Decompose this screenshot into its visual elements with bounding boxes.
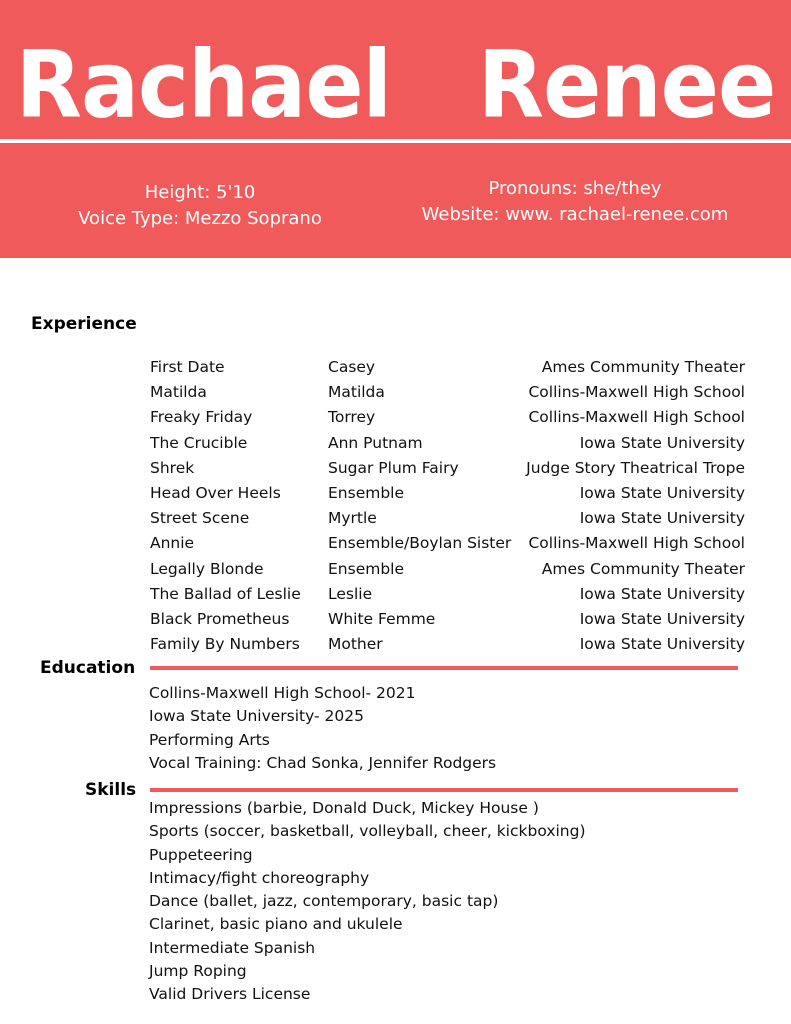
experience-row [150,632,745,657]
venue: Judge Story Theatrical Trope [526,458,745,477]
venue: Iowa State University [579,635,745,654]
venue: Iowa State University [579,483,745,502]
experience-row [150,582,745,607]
venue: Iowa State University [579,609,745,628]
experience-row [150,607,745,632]
skill-item: Sports (soccer, basketball, volleyball, cheer, kickboxing) [149,822,586,841]
experience-row [150,481,745,506]
show-title: Black Prometheus [150,609,290,628]
venue: Iowa State University [579,509,745,528]
show-title: Annie [150,534,195,553]
role: Matilda [328,383,385,402]
venue: Collins-Maxwell High School [528,408,745,427]
skill-item: Puppeteering [149,845,253,864]
education-item: Collins-Maxwell High School- 2021 [149,684,416,702]
role: Ensemble [328,559,405,578]
skill-item: Dance (ballet, jazz, contemporary, basic tap) [149,892,499,911]
experience-heading: Experience [31,314,137,334]
role: Torrey [328,408,376,427]
experience-row [150,405,745,430]
show-title: The Ballad of Leslie [150,584,301,603]
venue: Ames Community Theater [541,358,745,376]
education-item: Performing Arts [149,730,270,749]
experience-row [150,431,745,456]
experience-row [150,506,745,531]
role: White Femme [328,609,436,628]
pronouns-text: Pronouns: she/they [488,178,662,199]
show-title: Head Over Heels [150,483,281,502]
skill-item: Impressions (barbie, Donald Duck, Mickey House ) [149,799,539,817]
experience-row [150,380,745,405]
skills-divider [150,788,738,792]
header-banner [0,0,791,258]
skill-item: Clarinet, basic piano and ukulele [149,915,403,934]
info-right [400,176,750,228]
role: Ann Putnam [328,433,423,452]
show-title: Freaky Friday [150,408,253,427]
experience-row [150,456,745,481]
venue: Collins-Maxwell High School [528,534,745,553]
skill-item: Intermediate Spanish [149,938,316,957]
skill-item: Intimacy/fight choreography [149,868,370,887]
info-left [40,180,360,232]
experience-table [150,355,745,657]
venue: Collins-Maxwell High School [528,383,745,402]
name-title: Rachael Renee [15,30,776,139]
height-text: Height: 5'10 [144,182,256,203]
education-list [149,682,496,775]
show-title: First Date [150,358,225,376]
show-title: Matilda [150,383,207,402]
education-item: Vocal Training: Chad Sonka, Jennifer Rodgers [149,753,497,772]
skills-list [149,797,586,1007]
header-divider [0,139,791,143]
experience-row [150,355,745,380]
experience-row [150,531,745,556]
venue: Iowa State University [579,584,745,603]
role: Leslie [328,584,373,603]
role: Ensemble/Boylan Sister [328,534,512,553]
show-title: The Crucible [150,433,248,452]
show-title: Family By Numbers [150,635,300,654]
role: Mother [328,635,383,654]
education-divider [150,666,738,670]
show-title: Shrek [150,458,195,477]
skills-heading: Skills [85,780,137,800]
show-title: Legally Blonde [150,559,264,578]
experience-row [150,557,745,582]
venue: Ames Community Theater [541,559,745,578]
website-text: Website: www. rachael-renee.com [421,204,729,225]
role: Sugar Plum Fairy [328,458,459,477]
venue: Iowa State University [579,433,745,452]
education-heading: Education [40,658,136,678]
role: Ensemble [328,483,405,502]
education-item: Iowa State University- 2025 [149,707,364,726]
role: Casey [328,358,376,376]
voice-type-text: Voice Type: Mezzo Soprano [78,208,322,229]
skill-item: Valid Drivers License [149,985,311,1004]
skill-item: Jump Roping [149,962,247,981]
role: Myrtle [328,509,377,528]
show-title: Street Scene [150,509,250,528]
